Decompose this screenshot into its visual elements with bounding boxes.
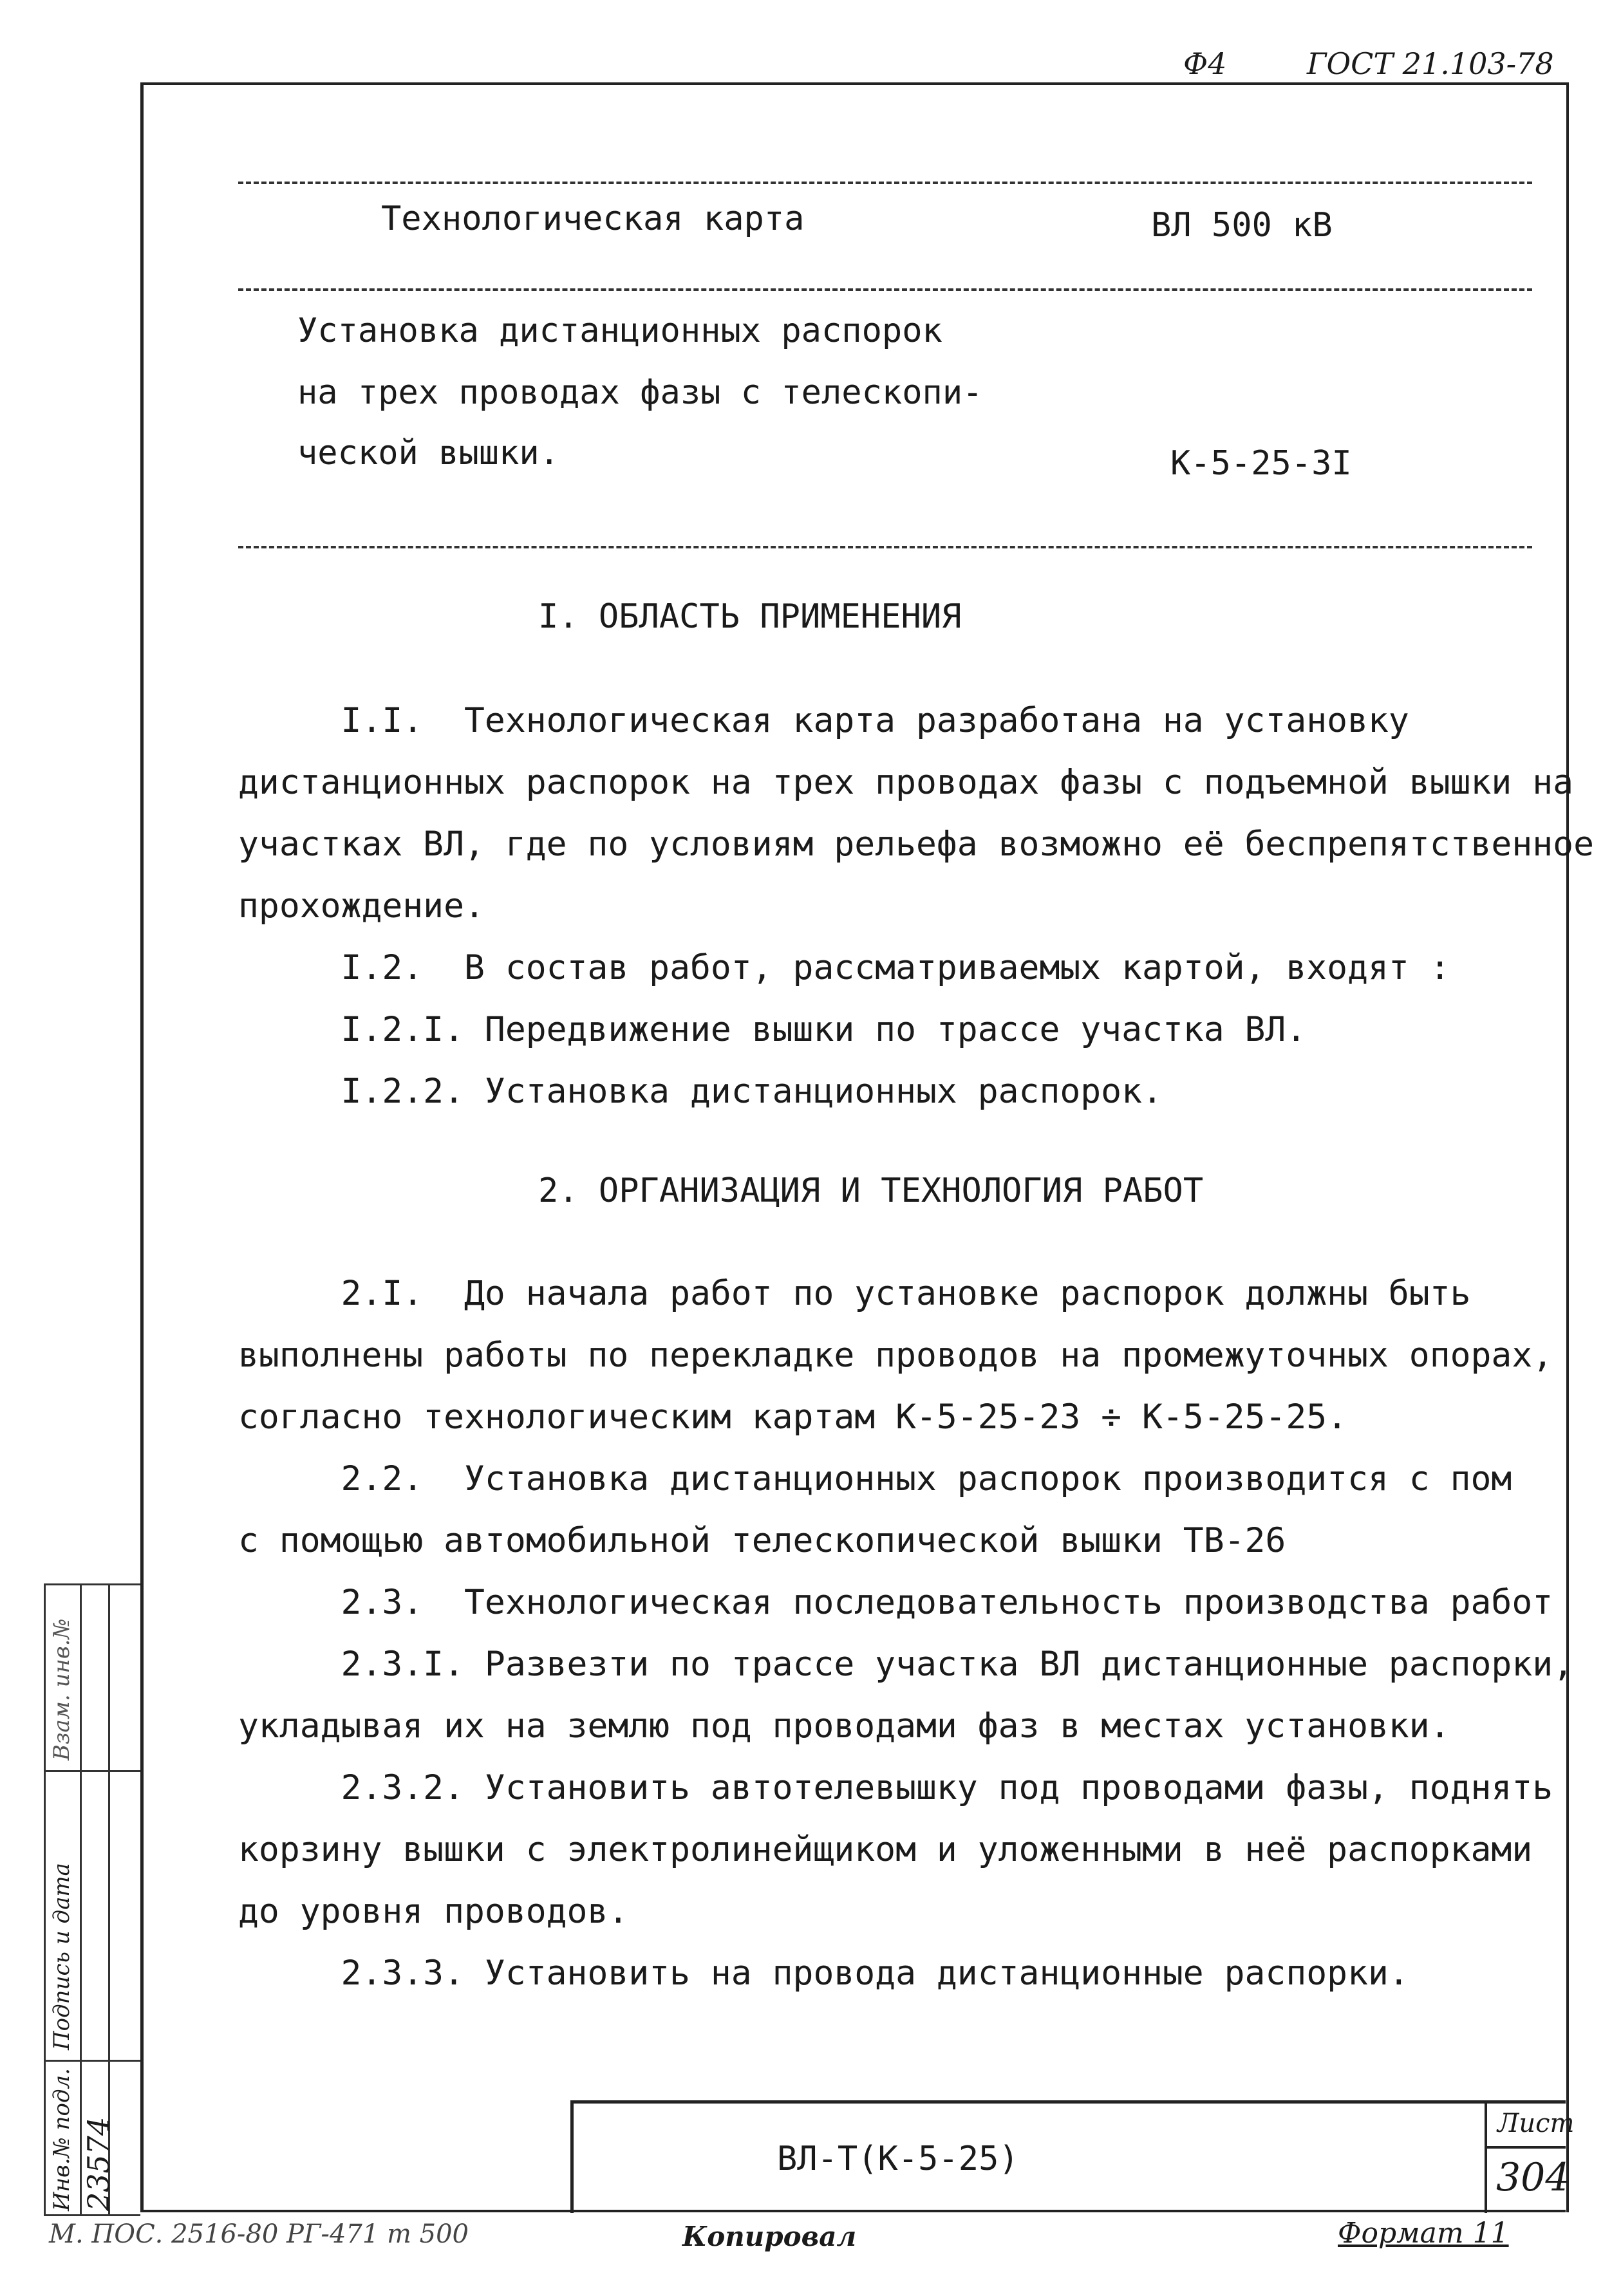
text-line: 2.3.I. Развезти по трассе участка ВЛ дистанционные распорки, [238,1645,1574,1684]
text-line: до уровня проводов. [238,1892,629,1931]
text-line: участках ВЛ, где по условиям рельефа возможно её беспрепятственное [238,825,1594,864]
text-line: 2.2. Установка дистанционных распорок производится с пом [238,1459,1512,1498]
divider-title [238,288,1532,291]
card-title-line-1: Установка дистанционных распорок [297,312,942,350]
footer-note: М. ПОС. 2516-80 РГ-471 т 500 [49,2219,469,2249]
text-line: I.I. Технологическая карта разработана на установку [238,701,1409,740]
section-1-body [238,690,1594,1123]
voltage-label: ВЛ 500 кВ [1151,206,1333,245]
text-line: 2.3.2. Установить автотелевышку под проводами фазы, поднять [238,1768,1553,1807]
text-line: 2.3. Технологическая последовательность производства работ [238,1583,1553,1622]
side-row-line [44,2214,140,2216]
card-label: Технологическая карта [381,200,805,238]
section-1-heading: I. ОБЛАСТЬ ПРИМЕНЕНИЯ [538,597,962,636]
title-block [570,2100,1488,2213]
section-2-heading: 2. ОРГАНИЗАЦИЯ И ТЕХНОЛОГИЯ РАБОТ [538,1171,1204,1210]
text-line: I.2. В состав работ, рассматриваемых картой, входят : [238,948,1450,987]
text-line: укладывая их на землю под проводами фаз в местах установки. [238,1706,1450,1746]
text-line: с помощью автомобильной телескопической вышки ТВ-26 [238,1521,1286,1560]
card-title-line-2: на трех проводах фазы с телескопи- [297,373,983,412]
divider-bottom [238,546,1532,548]
side-row-line [44,2060,140,2062]
text-line: согласно технологическим картам К-5-25-23 ÷ К-5-25-25. [238,1397,1348,1437]
format-code: Ф4 [1183,46,1227,81]
section-2-body [238,1263,1573,2004]
inv-number: 23574 [81,2116,116,2211]
text-line: дистанционных распорок на трех проводах фазы с подъемной вышки на [238,763,1574,802]
divider-top [238,182,1532,184]
text-line: прохождение. [238,886,485,926]
side-row-line [44,1770,140,1772]
copied-label: Копировал [682,2221,857,2252]
text-line: выполнены работы по перекладке проводов на промежуточных опорах, [238,1336,1553,1375]
gost-reference: ГОСТ 21.103-78 [1307,46,1554,81]
format-label: Формат 11 [1338,2217,1509,2250]
card-title-line-3: ческой вышки. [297,434,559,472]
side-col-line [44,1583,46,2214]
side-stamp [44,1583,140,2214]
text-line: I.2.I. Передвижение вышки по трассе участка ВЛ. [238,1010,1307,1049]
sheet-number: 304 [1496,2155,1570,2200]
text-line: корзину вышки с электролинейщиком и уложенными в неё распорками [238,1830,1533,1869]
inv-label: Инв.№ подл. [49,2068,75,2211]
document-code: ВЛ-Т(К-5-25) [777,2140,1019,2178]
sheet-divider [1487,2146,1566,2149]
sign-label: Подпись и дата [49,1863,75,2050]
side-row-line [44,1583,140,1585]
text-line: 2.I. До начала работ по установке распорок должны быть [238,1274,1471,1313]
sheet-box [1485,2100,1575,2213]
sheet-label: Лист [1497,2109,1575,2138]
replace-label: Взам. инв.№ [49,1618,75,1760]
card-code: К-5-25-3I [1170,444,1352,483]
text-line: I.2.2. Установка дистанционных распорок. [238,1072,1163,1111]
text-line: 2.3.3. Установить на провода дистанционные распорки. [238,1954,1409,1993]
